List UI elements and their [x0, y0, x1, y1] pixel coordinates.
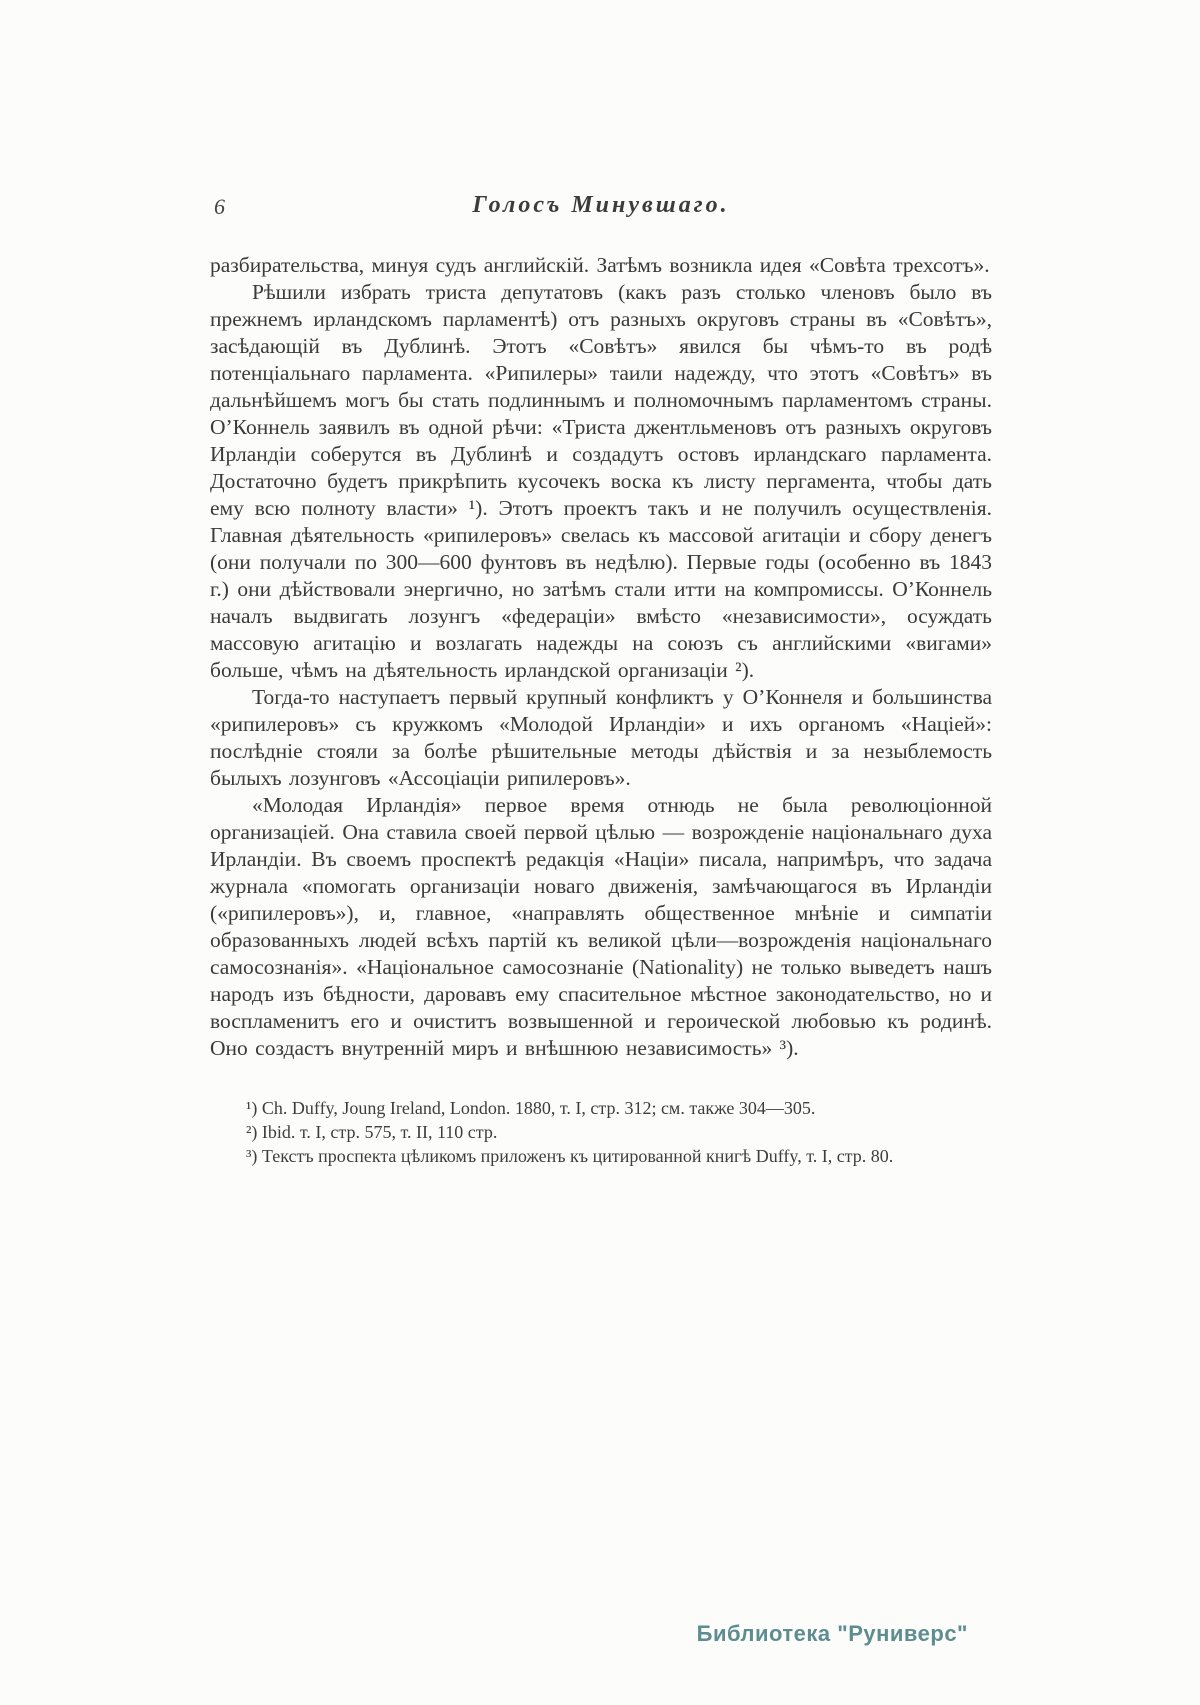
page-header [210, 192, 992, 226]
paragraph: «Молодая Ирландія» первое время отнюдь не была революціонной организаціей. Она ставила своей первой цѣлью — возрожденіе національнаго духа Ирландіи. Въ своемъ проспектѣ редакція «Націи» писала, напримѣръ, что задача журнала «помогать организаціи новаго движенія, замѣчающагося въ Ирландіи («рипилеровъ»), и, главное, «направлять общественное мнѣніе и симпатіи образованныхъ людей всѣхъ партій къ великой цѣли—возрожденія національнаго самосознанія». «Національное самосознаніе (Nationality) не только выведетъ нашъ народъ изъ бѣдности, даровавъ ему спасительное мѣстное законодательство, но и воспламенитъ его и очиститъ возвышенной и героической любовью къ родинѣ. Оно создастъ внутренній миръ и внѣшнюю независимость» ³). [210, 793, 992, 1060]
running-title: Голосъ Минувшаго. [472, 192, 730, 218]
body-text [210, 252, 992, 1062]
library-watermark: Библиотека "Руниверс" [696, 1621, 968, 1646]
page-content [210, 192, 992, 1168]
footnote-1: ¹) Ch. Duffy, Joung Ireland, London. 1880, т. I, стр. 312; см. также 304—305. [246, 1098, 816, 1118]
paragraph: Рѣшили избрать триста депутатовъ (какъ разъ столько членовъ было въ прежнемъ ирландскомъ парламентѣ) отъ разныхъ округовъ страны въ «Совѣтъ», засѣдающій въ Дублинѣ. Этотъ «Совѣтъ» явился бы чѣмъ-то въ родѣ потенціальнаго парламента. «Рипилеры» таили надежду, что этотъ «Совѣтъ» въ дальнѣйшемъ могъ бы стать подлиннымъ и полномочнымъ парламентомъ страны. О’Коннель заявилъ въ одной рѣчи: «Триста джентльменовъ отъ разныхъ округовъ Ирландіи соберутся въ Дублинѣ и создадутъ остовъ ирландскаго парламента. Достаточно будетъ прикрѣпить кусочекъ воска къ листу пергамента, чтобы дать ему всю полноту власти» ¹). Этотъ проектъ такъ и не получилъ осуществленія. Главная дѣятельность «рипилеровъ» свелась къ массовой агитаціи и сбору денегъ (они получали по 300—600 фунтовъ въ недѣлю). Первые годы (особенно въ 1843 г.) они дѣйствовали энергично, но затѣмъ стали итти на компромиссы. О’Коннель началъ выдвигать лозунгъ «федераціи» вмѣсто «независимости», осуждать массовую агитацію и возлагать надежды на союзъ съ английскими «вигами» больше, чѣмъ на дѣятельность ирландской организаціи ²). [210, 280, 992, 682]
footnote-3: ³) Текстъ проспекта цѣликомъ приложенъ къ цитированной книгѣ Duffy, т. I, стр. 80. [246, 1146, 894, 1166]
page-number: 6 [214, 194, 225, 219]
paragraph: Тогда-то наступаетъ первый крупный конфликтъ у О’Коннеля и большинства «рипилеровъ» съ кружкомъ «Молодой Ирландіи» и ихъ органомъ «Націей»: послѣдніе стояли за болѣе рѣшительные методы дѣйствія и за незыблемость былыхъ лозунговъ «Ассоціаціи рипилеровъ». [210, 685, 992, 790]
paragraph-continuation: разбирательства, минуя судъ английскій. Затѣмъ возникла идея «Совѣта трехсотъ». [210, 253, 990, 277]
footnotes [210, 1096, 992, 1168]
footnote-2: ²) Ibid. т. I, стр. 575, т. II, 110 стр. [246, 1122, 498, 1142]
